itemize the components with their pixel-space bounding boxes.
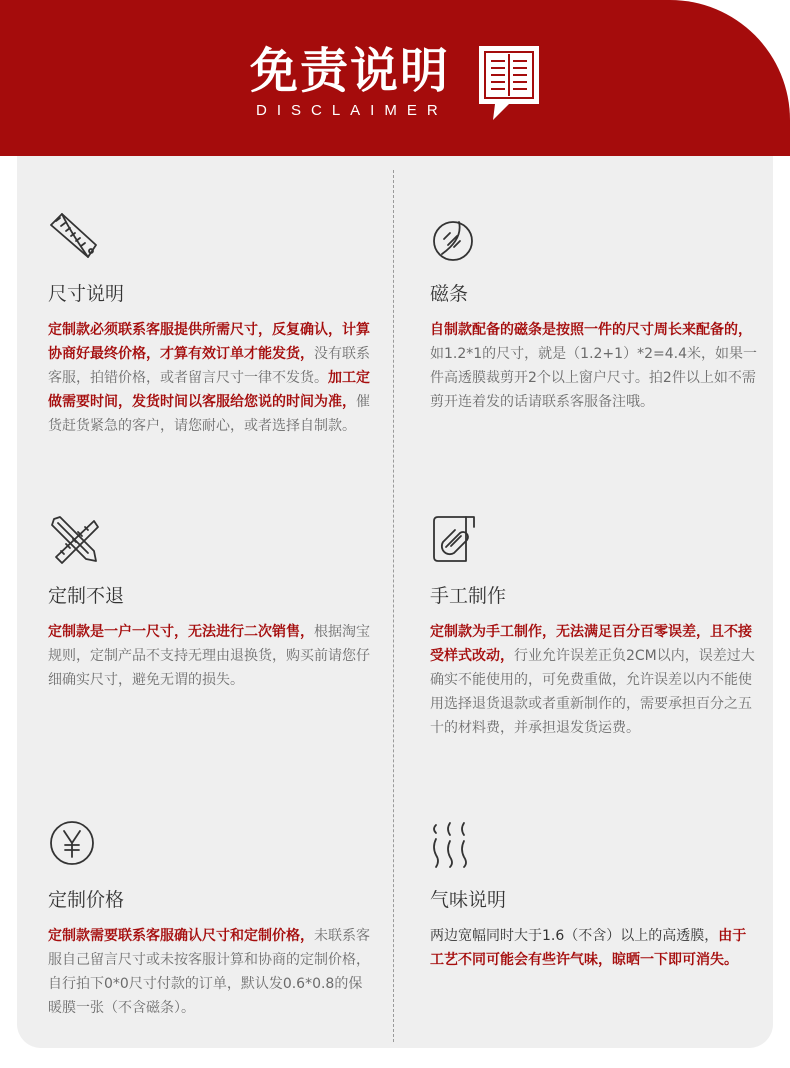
body-text: 催货赶货紧急的客户，请您耐心，或者选择自制款。 [48,394,370,434]
body-emphasis: 自制款配备的磁条是按照一件的尺寸周长来配备的， [430,322,752,338]
yen-icon [48,817,100,869]
magnetic-strip-icon [430,217,482,269]
section-body [430,318,758,414]
body-emphasis: 定制款为手工制作，无法满足百分百零误差，且不接受样式改动， [430,624,752,664]
section-body [48,924,376,1020]
body-emphasis: 由于工艺不同可能会有些许气味，晾晒一下即可消失。 [430,928,747,968]
odor-waves-icon [430,817,482,869]
body-text: 如1.2*1的尺寸，就是（1.2+1）*2=4.4米，如果一件高透膜裁剪开2个以上窗户尺寸。拍2件以上如不需剪开连着发的话请联系客服备注哦。 [430,346,757,410]
section-body [430,924,758,972]
section-title: 定制价格 [48,889,125,911]
body-text: 根据淘宝规则，定制产品不支持无理由退换货，购买前请您仔细确实尺寸，避免无谓的损失。 [48,624,370,688]
body-text: 未联系客服自己留言尺寸或未按客服计算和协商的定制价格，自行拍下0*0尺寸付款的订单，默认发0.6*0.8的保暖膜一张（不含磁条）。 [48,928,370,1016]
body-emphasis: 加工定做需要时间，发货时间以客服给您说的时间为准， [48,370,370,410]
column-divider [393,170,394,1042]
section-body [48,318,376,438]
ruler-pencil-icon [48,513,100,565]
document-speech-bubble-icon [477,44,541,122]
body-text: 两边宽幅同时大于1.6（不含）以上的高透膜， [430,928,719,944]
body-text: 行业允许误差正负2CM以内，误差过大确实不能使用的，可免费重做，允许误差以内不能使用选择退货退款或者重新制作的，需要承担百分之五十的材料费，并承担退发货运费。 [430,648,755,736]
tape-measure-icon [48,211,100,263]
section-title: 定制不退 [48,585,125,607]
link-icon [430,513,482,565]
page-subtitle: DISCLAIMER [256,102,448,119]
section-title: 手工制作 [430,585,507,607]
section-title: 磁条 [430,283,469,305]
section-title: 尺寸说明 [48,283,125,305]
body-emphasis: 定制款必须联系客服提供所需尺寸，反复确认，计算协商好最终价格，才算有效订单才能发货， [48,322,370,362]
body-text: 没有联系客服，拍错价格，或者留言尺寸一律不发货。 [48,346,370,386]
header-banner [0,0,790,156]
section-body [48,620,376,692]
body-emphasis: 定制款是一户一尺寸，无法进行二次销售， [48,624,314,640]
section-title: 气味说明 [430,889,507,911]
section-body [430,620,758,740]
disclaimer-panel [17,156,773,1048]
body-emphasis: 定制款需要联系客服确认尺寸和定制价格， [48,928,314,944]
page-title: 免责说明 [250,43,451,99]
